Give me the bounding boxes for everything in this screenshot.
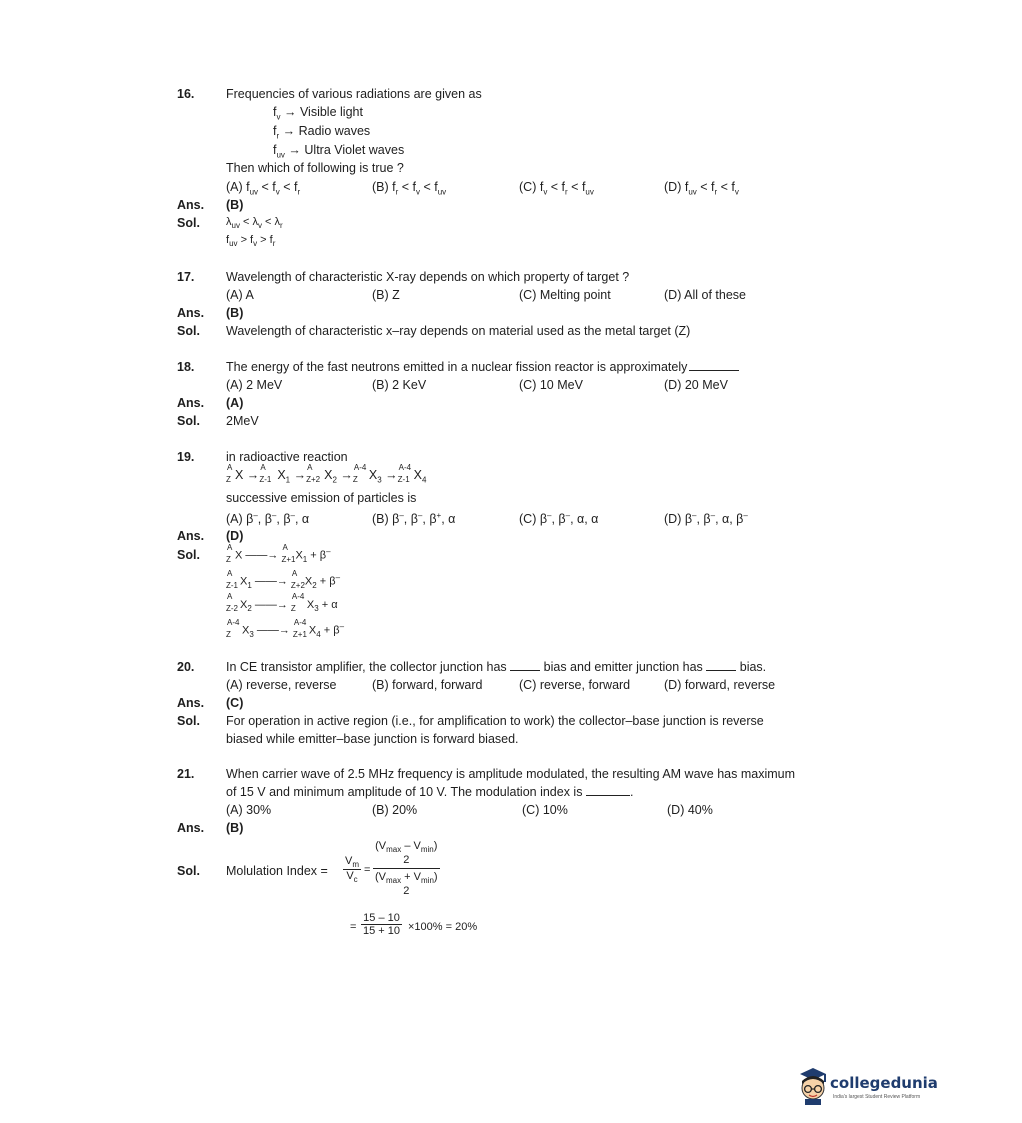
q19-option-b: (B) β–, β–, β+, α [372,511,456,527]
q21-option-a: (A) 30% [226,803,272,817]
q17-number: 17. [177,270,195,284]
q20-option-a: (A) reverse, reverse [226,678,337,692]
q20-ans-label: Ans. [177,696,205,710]
q18-option-a: (A) 2 MeV [226,378,283,392]
q21-answer: (B) [226,821,244,835]
q21-ans-label: Ans. [177,821,205,835]
q17-option-c: (C) Melting point [519,288,611,302]
q17-sol-label: Sol. [177,324,200,338]
q19-sol-step: A Z-2 $X_2$ ——→ A-4 Z $X_3 + \alpha$ [226,592,338,614]
q16-option-a: (A) $f_{uv} < f_v < f_r$ [226,180,301,197]
q19-option-c: (C) β–, β–, α, α [519,511,599,527]
q21-calc-fraction: $\frac{15 - 10}{15 + 10}$ [363,912,401,937]
q17-answer: (B) [226,306,244,320]
q17-option-d: (D) All of these [664,288,746,302]
q18-solution: 2MeV [226,414,259,428]
q16-sol-line: $\lambda_{uv} < \lambda_v < \lambda_r$ [226,216,283,231]
q20-sol-label: Sol. [177,714,200,728]
q21-option-b: (B) 20% [372,803,418,817]
q21-number: 21. [177,767,195,781]
q20-solution-line2: biased while emitter–base junction is forward biased. [226,732,519,746]
q21-equals: = [350,921,357,933]
q16-stem: Frequencies of various radiations are given as [226,87,482,101]
q19-line2: successive emission of particles is [226,491,417,505]
q16-option-b: (B) $f_r < f_v < f_{uv}$ [372,180,447,197]
q17-option-b: (B) Z [372,288,400,302]
q20-option-d: (D) forward, reverse [664,678,776,692]
q18-number: 18. [177,360,195,374]
q19-sol-label: Sol. [177,548,200,562]
q16-number: 16. [177,87,195,101]
q19-option-a: (A) β–, β–, β–, α [226,511,310,527]
q16-answer: (B) [226,198,244,212]
q19-number: 19. [177,450,195,464]
q20-stem: In CE transistor amplifier, the collector junction has bias and emitter junction has bias. [226,660,767,674]
q19-stem: in radioactive reaction [226,450,348,464]
q16-sol-label: Sol. [177,216,200,230]
q21-calc-result: ×100% = 20% [408,921,478,933]
q20-option-c: (C) reverse, forward [519,678,631,692]
q19-sol-step: A Z-1 $X_1$ ——→ A Z+2 $X_2 + \beta^-$ [226,568,341,590]
q19-ans-label: Ans. [177,529,205,543]
q18-option-c: (C) 10 MeV [519,378,583,392]
q17-ans-label: Ans. [177,306,205,320]
q16-list-item: $f_{uv}$ → Ultra Violet waves [273,143,405,160]
logo-wordmark: collegedunia [830,1074,938,1092]
q16-option-c: (C) $f_v < f_r < f_{uv}$ [519,180,594,197]
q20-solution-line1: For operation in active region (i.e., for amplification to work) the collector–base junction is reverse [226,714,764,728]
q18-stem: The energy of the fast neutrons emitted in a nuclear fission reactor is approximately [226,360,739,374]
q21-option-c: (C) 10% [522,803,568,817]
q20-option-b: (B) forward, forward [372,678,483,692]
q19-answer: (D) [226,529,244,543]
q17-stem: Wavelength of characteristic X-ray depends on which property of target ? [226,270,630,284]
q20-answer: (C) [226,696,244,710]
q21-sol-label: Sol. [177,864,200,878]
q18-sol-label: Sol. [177,414,200,428]
q18-option-b: (B) 2 KeV [372,378,427,392]
q16-sol-line: $f_{uv} > f_v > f_r$ [226,234,276,249]
q16-then: Then which of following is true ? [226,161,404,175]
q20-number: 20. [177,660,195,674]
q19-option-d: (D) β–, β–, α, β– [664,511,748,527]
q21-stem-line2: of 15 V and minimum amplitude of 10 V. The modulation index is . [226,785,634,799]
q16-list-item: $f_r$ → Radio waves [273,124,371,141]
q21-stem-line1: When carrier wave of 2.5 MHz frequency is amplitude modulated, the resulting AM wave has maximum [226,767,795,781]
q17-option-a: (A) A [226,288,254,302]
q19-sol-step: A-4 Z $X_3$ ——→ A-4 Z+1 $X_4 + \beta^-$ [226,617,345,639]
collegedunia-logo [796,1066,830,1109]
q21-equals: = [364,864,371,876]
q19-sol-step: A Z X ——→ A Z+1 $X_1 + \beta^-$ [226,542,331,564]
q16-list-item: $f_v$ → Visible light [273,105,363,122]
q21-formula-fraction: $(V_{max} - V_{min})$ 2 $(V_{max} + V_{min})$ 2 [375,840,438,898]
q16-ans-label: Ans. [177,198,205,212]
q21-option-d: (D) 40% [667,803,713,817]
q21-sol-text: Molulation Index = [226,864,328,878]
student-mascot-icon [796,1066,830,1106]
q18-ans-label: Ans. [177,396,205,410]
q19-reaction-chain: A Z X → A Z-1 $X_1$ → A Z+2 $X_2$ → A-4 Z $X_3$ → A-4 Z-1 $X_4$ [226,462,427,485]
q17-solution: Wavelength of characteristic x–ray depends on material used as the metal target (Z) [226,324,691,338]
q21-formula-vm-vc: $\frac{V_m}{V_c}$ [345,855,360,885]
logo-tagline: India's largest Student Review Platform [833,1094,921,1100]
q16-option-d: (D) $f_{uv} < f_r < f_v$ [664,180,739,197]
q18-option-d: (D) 20 MeV [664,378,728,392]
q18-answer: (A) [226,396,244,410]
